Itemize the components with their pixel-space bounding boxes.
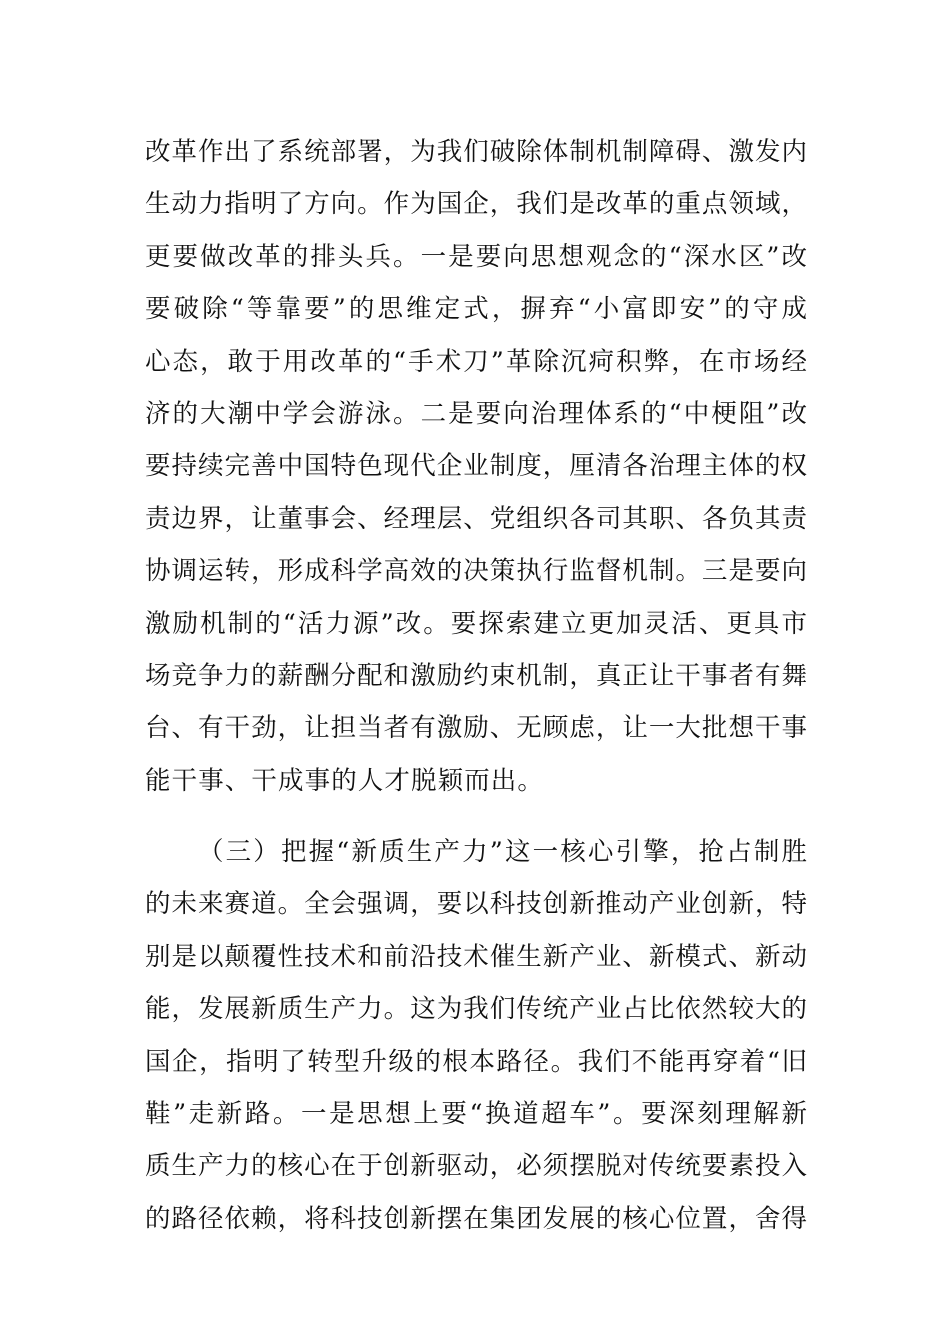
- text-line: 激励机制的“活力源”改。要探索建立更加灵活、更具市: [145, 608, 807, 639]
- text-line: 鞋”走新路。一是思想上要“换道超车”。要深刻理解新: [145, 1098, 807, 1129]
- text-line: 要破除“等靠要”的思维定式，摒弃“小富即安”的守成: [145, 294, 807, 325]
- paragraph-new-productivity: [145, 826, 807, 1245]
- section-heading-line: （三）把握“新质生产力”这一核心引擎，抢占制胜: [198, 837, 807, 867]
- text-line: 济的大潮中学会游泳。二是要向治理体系的“中梗阻”改: [145, 398, 807, 429]
- text-line: 的未来赛道。全会强调，要以科技创新推动产业创新，特: [145, 889, 807, 920]
- paragraph-reform: [145, 126, 807, 807]
- text-line: 心态，敢于用改革的“手术刀”革除沉疴积弊，在市场经: [145, 346, 807, 377]
- text-line: 能干事、干成事的人才脱颖而出。: [145, 765, 545, 796]
- text-line: 国企，指明了转型升级的根本路径。我们不能再穿着“旧: [145, 1046, 807, 1077]
- text-line: 改革作出了系统部署，为我们破除体制机制障碍、激发内: [145, 137, 807, 167]
- text-line: 协调运转，形成科学高效的决策执行监督机制。三是要向: [145, 556, 807, 587]
- text-line: 能，发展新质生产力。这为我们传统产业占比依然较大的: [145, 994, 807, 1025]
- text-line: 生动力指明了方向。作为国企，我们是改革的重点领域，: [145, 189, 807, 220]
- text-line: 的路径依赖，将科技创新摆在集团发展的核心位置，舍得: [145, 1203, 807, 1234]
- text-line: 更要做改革的排头兵。一是要向思想观念的“深水区”改: [145, 241, 807, 272]
- text-line: 责边界，让董事会、经理层、党组织各司其职、各负其责: [145, 503, 807, 534]
- text-line: 要持续完善中国特色现代企业制度，厘清各治理主体的权: [145, 451, 807, 482]
- text-line: 场竞争力的薪酬分配和激励约束机制，真正让干事者有舞: [145, 660, 807, 691]
- text-line: 别是以颠覆性技术和前沿技术催生新产业、新模式、新动: [145, 941, 807, 972]
- text-line: 质生产力的核心在于创新驱动，必须摆脱对传统要素投入: [145, 1151, 807, 1182]
- text-line: 台、有干劲，让担当者有激励、无顾虑，让一大批想干事: [145, 713, 807, 744]
